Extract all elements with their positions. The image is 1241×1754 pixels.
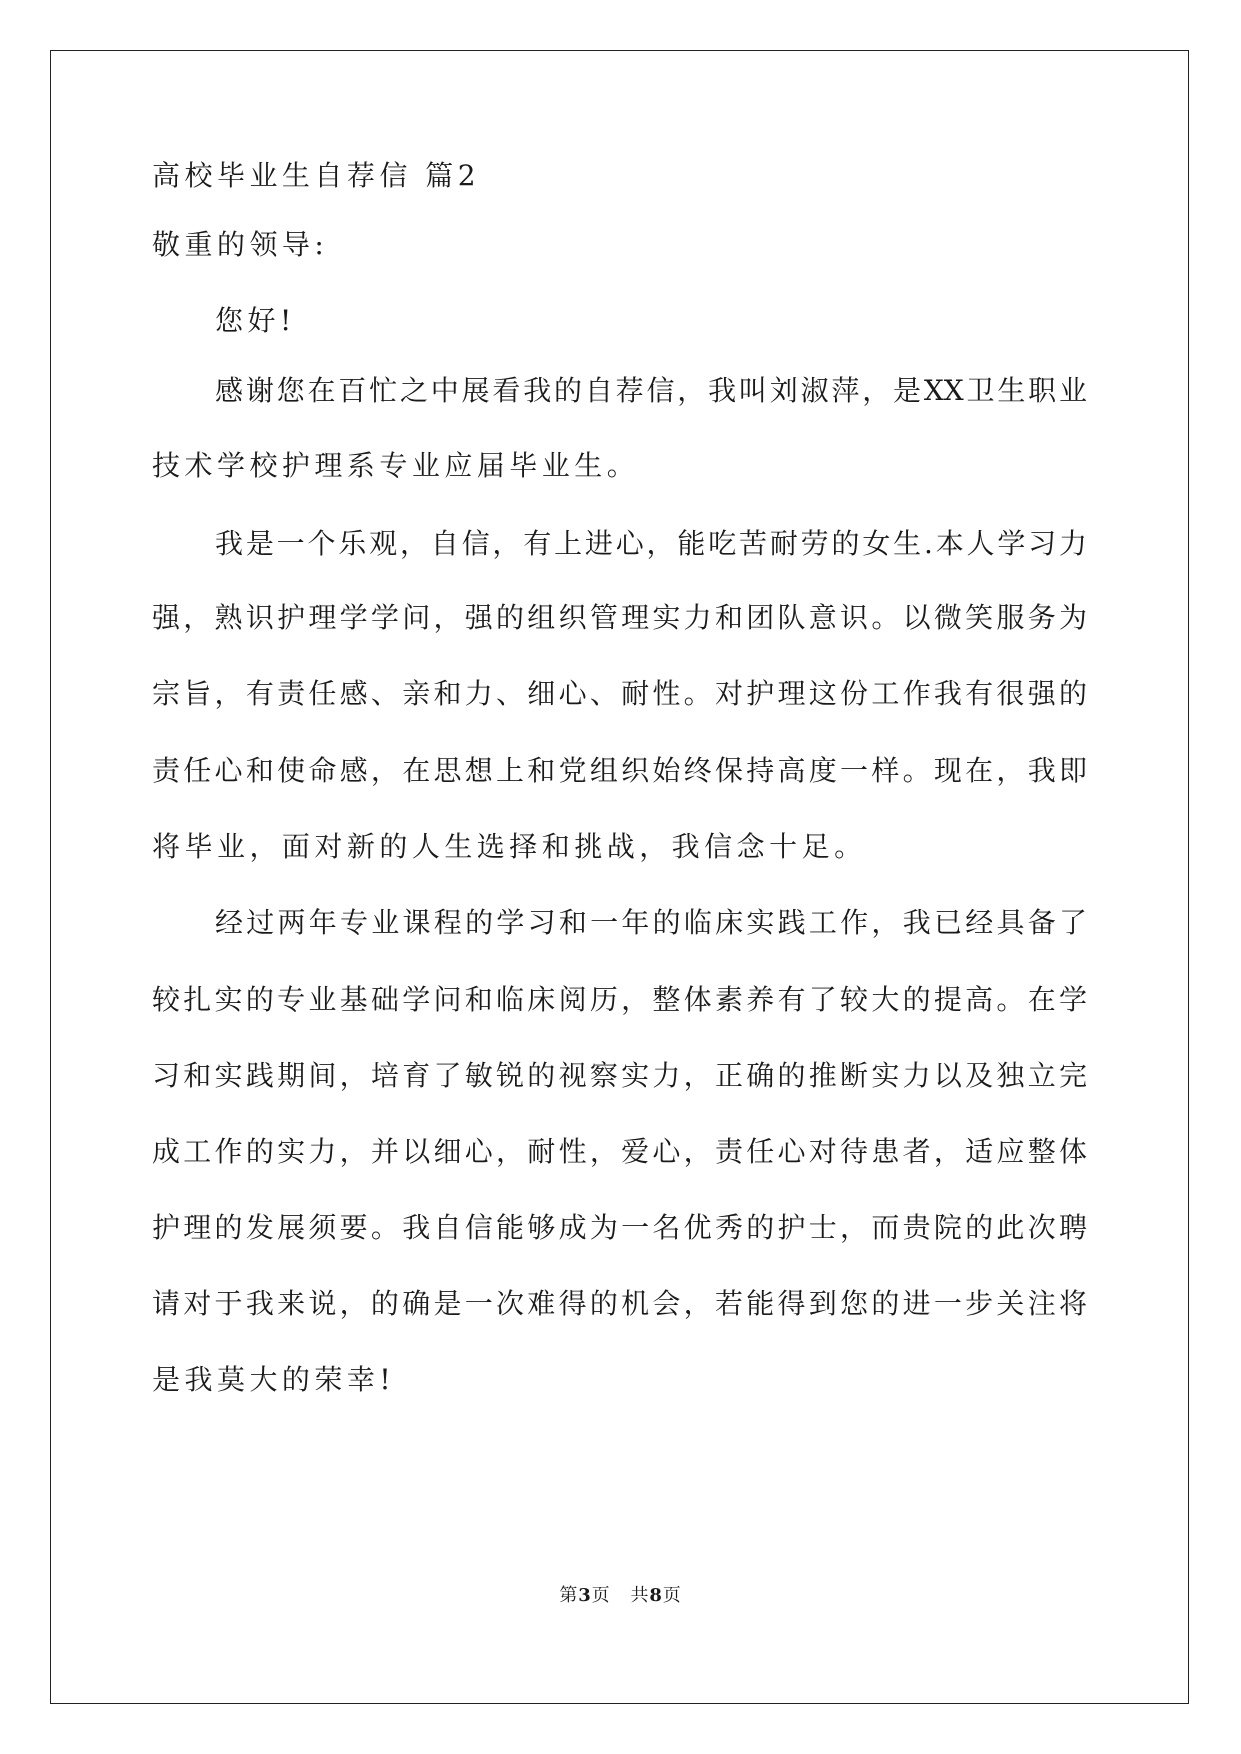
paragraph-3-line-3: 习和实践期间，培育了敏锐的视察实力，正确的推断实力以及独立完 (152, 1059, 1087, 1092)
paragraph-2-line-5: 将毕业，面对新的人生选择和挑战，我信念十足。 (152, 830, 867, 863)
paragraph-3-line-2: 较扎实的专业基础学问和临床阅历，整体素养有了较大的提高。在学 (152, 983, 1087, 1016)
paragraph-2-line-2: 强，熟识护理学学问，强的组织管理实力和团队意识。以微笑服务为 (152, 601, 1087, 634)
salutation: 敬重的领导: (152, 228, 329, 261)
paragraph-2-line-1: 我是一个乐观，自信，有上进心，能吃苦耐劳的女生.本人学习力 (215, 527, 1087, 560)
document-title: 高校毕业生自荐信 篇2 (152, 159, 480, 192)
paragraph-2-line-3: 宗旨，有责任感、亲和力、细心、耐性。对护理这份工作我有很强的 (152, 677, 1087, 710)
page-prefix: 第 (559, 1585, 579, 1606)
page-current: 3 (578, 1585, 592, 1606)
paragraph-3-line-5: 护理的发展须要。我自信能够成为一名优秀的护士，而贵院的此次聘 (152, 1211, 1087, 1244)
page-border (50, 50, 1189, 1704)
total-suffix: 页 (662, 1585, 682, 1606)
total-prefix: 共 (630, 1585, 650, 1606)
paragraph-3-line-6: 请对于我来说，的确是一次难得的机会，若能得到您的进一步关注将 (152, 1287, 1087, 1320)
paragraph-3-line-1: 经过两年专业课程的学习和一年的临床实践工作，我已经具备了 (215, 906, 1087, 939)
page-indicator (0, 1584, 1241, 1608)
paragraph-3-line-7: 是我莫大的荣幸! (152, 1363, 396, 1396)
paragraph-1-line-1: 感谢您在百忙之中展看我的自荐信，我叫刘淑萍，是XX卫生职业 (215, 374, 1087, 407)
page-suffix: 页 (591, 1585, 611, 1606)
paragraph-3-line-4: 成工作的实力，并以细心，耐性，爱心，责任心对待患者，适应整体 (152, 1135, 1087, 1168)
page-total: 8 (649, 1585, 663, 1606)
greeting: 您好! (215, 304, 296, 337)
paragraph-2-line-4: 责任心和使命感，在思想上和党组织始终保持高度一样。现在，我即 (152, 754, 1087, 787)
paragraph-1-line-2: 技术学校护理系专业应届毕业生。 (152, 449, 640, 482)
